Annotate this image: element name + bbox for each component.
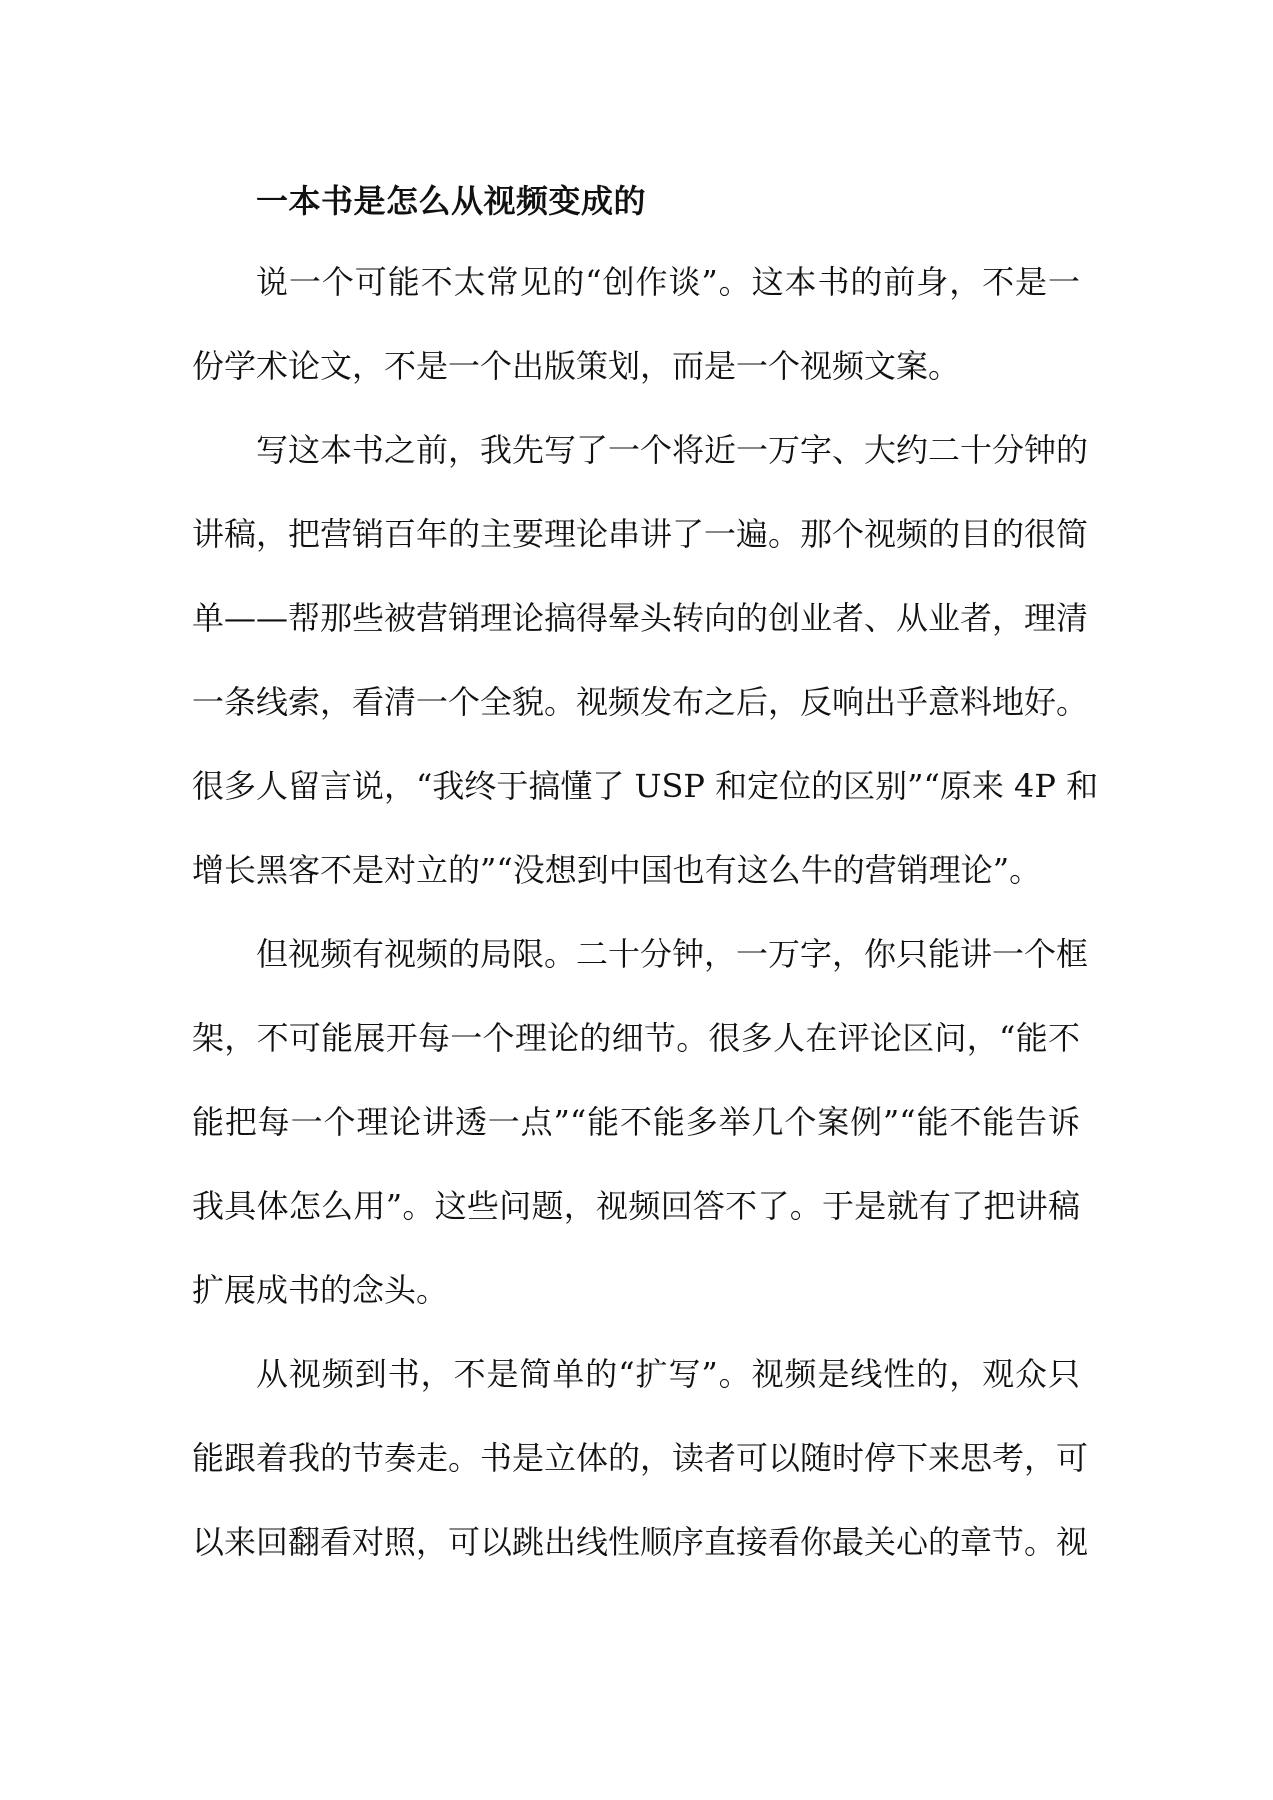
paragraph-line: 一条线索，看清一个全貌。视频发布之后，反响出乎意料地好。 — [192, 683, 1089, 721]
paragraph-line: 份学术论文，不是一个出版策划，而是一个视频文案。 — [192, 347, 961, 385]
paragraph-line: 能跟着我的节奏走。书是立体的，读者可以随时停下来思考，可 — [192, 1439, 1089, 1477]
paragraph-line: 单——帮那些被营销理论搞得晕头转向的创业者、从业者，理清 — [192, 599, 1089, 637]
paragraph-line: 扩展成书的念头。 — [192, 1271, 449, 1309]
paragraph-line: 但视频有视频的局限。二十分钟，一万字，你只能讲一个框 — [256, 935, 1089, 973]
paragraph-line: 我具体怎么用”。这些问题，视频回答不了。于是就有了把讲稿 — [192, 1187, 1080, 1225]
paragraph-line: 以来回翻看对照，可以跳出线性顺序直接看你最关心的章节。视 — [192, 1523, 1089, 1561]
paragraph-line: 增长黑客不是对立的”“没想到中国也有这么牛的营销理论”。 — [192, 851, 1042, 889]
paragraph-line: 写这本书之前，我先写了一个将近一万字、大约二十分钟的 — [256, 431, 1089, 469]
paragraph-line: 能把每一个理论讲透一点”“能不能多举几个案例”“能不能告诉 — [192, 1103, 1080, 1141]
paragraph-line: 讲稿，把营销百年的主要理论串讲了一遍。那个视频的目的很简 — [192, 515, 1089, 553]
paragraph-line: 很多人留言说，“我终于搞懂了 USP 和定位的区别”“原来 4P 和 — [192, 767, 1099, 805]
paragraph-line: 说一个可能不太常见的“创作谈”。这本书的前身，不是一 — [256, 263, 1080, 301]
paragraph-line: 架，不可能展开每一个理论的细节。很多人在评论区问，“能不 — [192, 1019, 1080, 1057]
paragraph-line: 从视频到书，不是简单的“扩写”。视频是线性的，观众只 — [256, 1355, 1080, 1393]
document-title: 一本书是怎么从视频变成的 — [256, 182, 647, 220]
